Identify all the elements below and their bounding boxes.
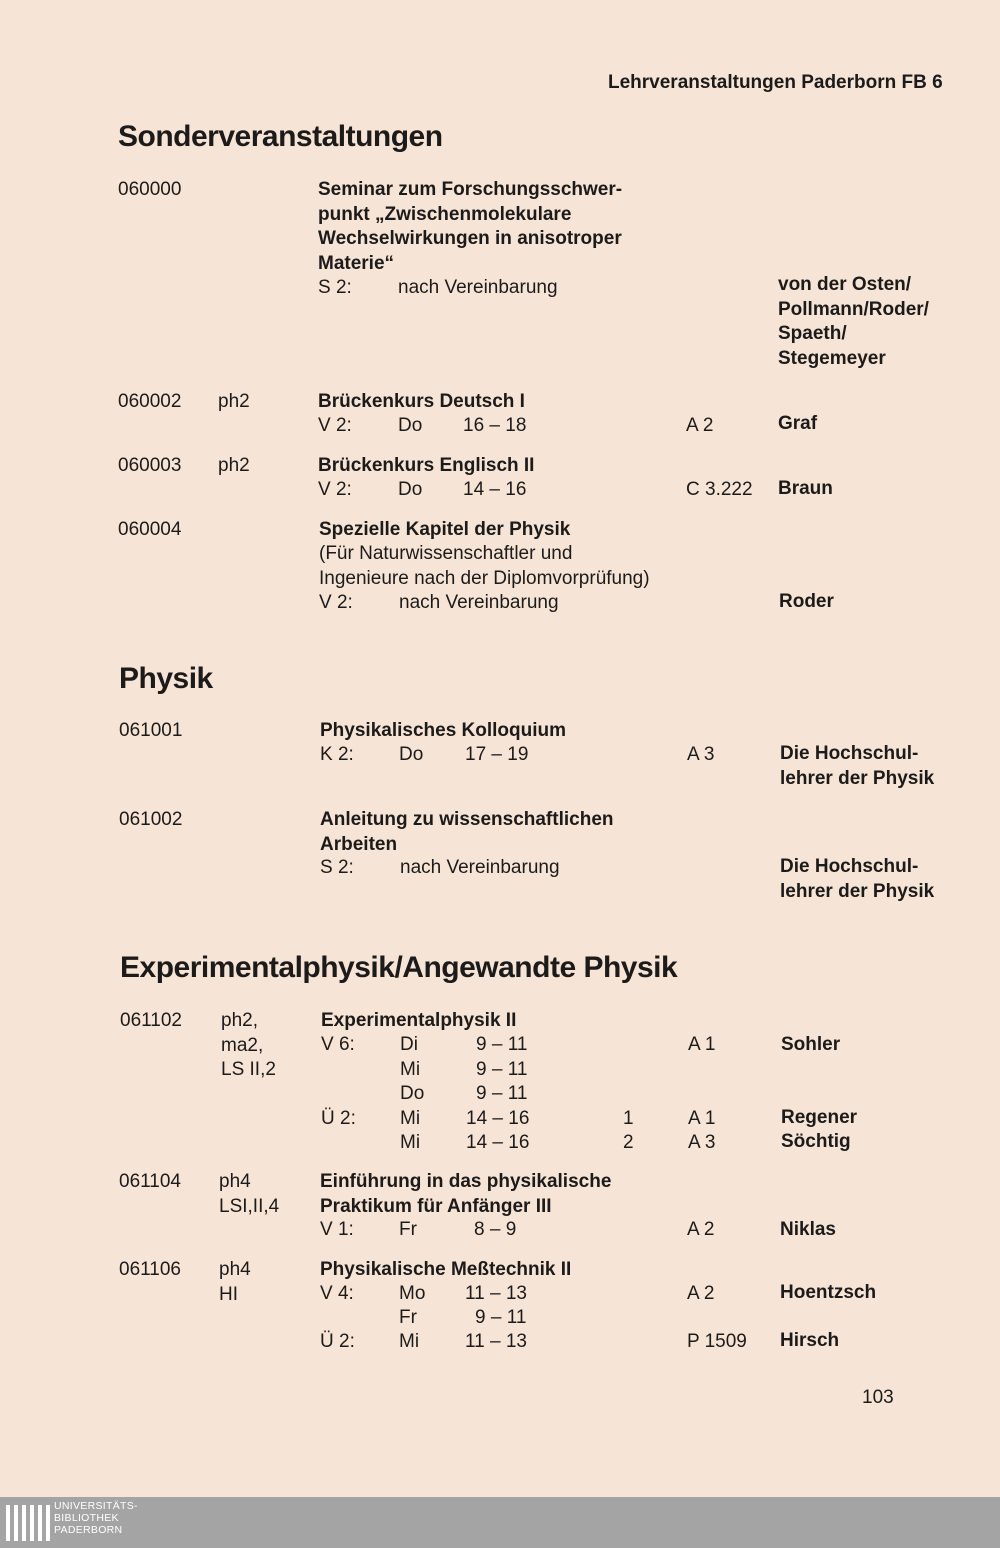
course-room: P 1509 <box>687 1331 747 1352</box>
course-time: 11 – 13 <box>465 1331 527 1352</box>
course-title: Seminar zum Forschungsschwer- punkt „Zwischenmolekulare Wechselwirkungen in anisotroper Materie“ <box>318 179 623 274</box>
course-audience: ph4 LSI,II,4 <box>219 1171 280 1217</box>
course-day: Do <box>398 479 423 500</box>
course-number: 061104 <box>119 1171 181 1192</box>
course-group: 1 <box>623 1108 634 1129</box>
course-day: Do <box>400 1083 425 1104</box>
course-time: 17 – 19 <box>465 744 529 765</box>
running-header: Lehrveranstaltungen Paderborn FB 6 <box>608 72 943 93</box>
course-type: K 2: <box>320 744 354 765</box>
course-day: Do <box>398 415 423 436</box>
course-lecturer: Hoentzsch <box>780 1282 877 1303</box>
course-number: 060004 <box>118 519 182 540</box>
course-lecturer: Hirsch <box>780 1330 840 1351</box>
course-day: Mo <box>399 1283 426 1304</box>
course-time: 9 – 11 <box>476 1034 528 1055</box>
course-title: Anleitung zu wissenschaftlichen Arbeiten <box>320 809 614 855</box>
course-audience: ph2, ma2, LS II,2 <box>221 1010 276 1081</box>
course-number: 060002 <box>118 391 182 412</box>
course-room: C 3.222 <box>686 479 753 500</box>
course-lecturer: Regener <box>781 1107 858 1128</box>
course-type: V 2: <box>319 592 353 613</box>
course-type: Ü 2: <box>321 1108 356 1129</box>
course-schedule: nach Vereinbarung <box>400 857 560 878</box>
course-room: A 2 <box>687 1219 715 1240</box>
course-day: Fr <box>399 1307 417 1328</box>
course-audience: ph2 <box>218 391 250 412</box>
course-room: A 2 <box>686 415 714 436</box>
course-day: Di <box>400 1034 418 1055</box>
course-lecturers: von der Osten/ Pollmann/Roder/ Spaeth/ Stegemeyer <box>778 274 929 369</box>
course-title: Physikalische Meßtechnik II <box>320 1259 572 1280</box>
course-note: (Für Naturwissenschaftler und Ingenieure nach der Diplomvorprüfung) <box>319 543 650 589</box>
course-day: Mi <box>400 1108 421 1129</box>
course-lecturer: Graf <box>778 413 818 434</box>
course-type: S 2: <box>320 857 354 878</box>
course-time: 16 – 18 <box>463 415 527 436</box>
library-logo-icon <box>6 1505 50 1541</box>
course-lecturers: Die Hochschul- lehrer der Physik <box>780 743 935 789</box>
course-lecturer: Niklas <box>780 1219 836 1240</box>
course-day: Fr <box>399 1219 417 1240</box>
course-title: Physikalisches Kolloquium <box>320 720 567 741</box>
course-number: 061001 <box>119 720 183 741</box>
course-number: 060003 <box>118 455 182 476</box>
course-room: A 1 <box>688 1034 716 1055</box>
course-day: Mi <box>400 1132 421 1153</box>
course-lecturer: Braun <box>778 478 833 499</box>
course-type: V 6: <box>321 1034 355 1055</box>
course-type: V 2: <box>318 479 352 500</box>
course-audience: ph4 HI <box>219 1259 251 1305</box>
page-number: 103 <box>862 1387 894 1408</box>
course-title: Spezielle Kapitel der Physik <box>319 519 571 540</box>
course-number: 061002 <box>119 809 183 830</box>
course-time: 14 – 16 <box>463 479 527 500</box>
library-logo-text: UNIVERSITÄTS- BIBLIOTHEK PADERBORN <box>54 1500 138 1536</box>
course-time: 8 – 9 <box>474 1219 517 1240</box>
course-day: Mi <box>400 1059 421 1080</box>
course-title: Brückenkurs Deutsch I <box>318 391 525 412</box>
course-lecturer: Sohler <box>781 1034 841 1055</box>
footer-bar <box>0 1497 1000 1548</box>
section-title-physik: Physik <box>119 662 213 695</box>
course-day: Do <box>399 744 424 765</box>
course-type: V 4: <box>320 1283 354 1304</box>
course-lecturer: Söchtig <box>781 1131 851 1152</box>
course-time: 9 – 11 <box>476 1059 528 1080</box>
course-type: V 1: <box>320 1219 354 1240</box>
course-schedule: nach Vereinbarung <box>399 592 559 613</box>
course-room: A 2 <box>687 1283 715 1304</box>
course-time: 14 – 16 <box>466 1132 530 1153</box>
section-title-sonderveranstaltungen: Sonderveranstaltungen <box>118 120 443 153</box>
course-schedule: nach Vereinbarung <box>398 277 558 298</box>
course-time: 14 – 16 <box>466 1108 530 1129</box>
course-audience: ph2 <box>218 455 250 476</box>
course-group: 2 <box>623 1132 634 1153</box>
course-title: Einführung in das physikalische Praktikum für Anfänger III <box>320 1171 612 1217</box>
course-time: 9 – 11 <box>475 1307 527 1328</box>
course-number: 061106 <box>119 1259 181 1280</box>
course-number: 060000 <box>118 179 182 200</box>
course-day: Mi <box>399 1331 420 1352</box>
course-room: A 3 <box>688 1132 716 1153</box>
course-time: 11 – 13 <box>465 1283 527 1304</box>
course-type: S 2: <box>318 277 352 298</box>
course-lecturers: Die Hochschul- lehrer der Physik <box>780 856 935 902</box>
section-title-experimentalphysik: Experimentalphysik/Angewandte Physik <box>120 951 678 984</box>
course-room: A 1 <box>688 1108 716 1129</box>
course-type: V 2: <box>318 415 352 436</box>
course-time: 9 – 11 <box>476 1083 528 1104</box>
course-number: 061102 <box>120 1010 182 1031</box>
course-title: Experimentalphysik II <box>321 1010 517 1031</box>
course-lecturer: Roder <box>779 591 834 612</box>
course-room: A 3 <box>687 744 715 765</box>
course-title: Brückenkurs Englisch II <box>318 455 535 476</box>
course-type: Ü 2: <box>320 1331 355 1352</box>
